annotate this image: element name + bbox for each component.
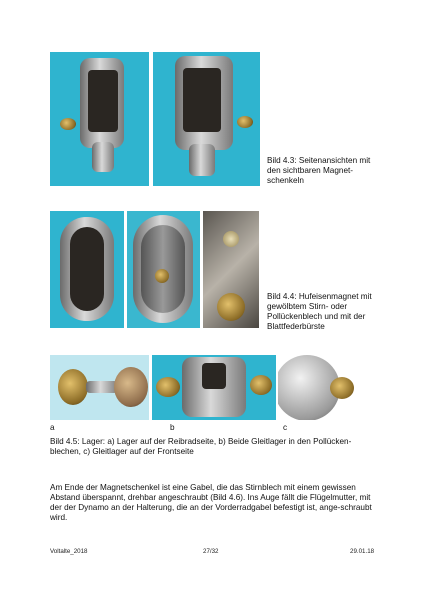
figure-4-5-label-b: b bbox=[170, 423, 175, 432]
photo-bearing-a bbox=[50, 355, 149, 420]
photo-bearing-b bbox=[152, 355, 276, 420]
footer-page-number: 27/32 bbox=[203, 548, 219, 555]
figure-4-4-caption: Bild 4.4: Hufeisenmagnet mit gewölbtem Stirn- oder Pollückenblech und mit der Blattfederbürste bbox=[267, 292, 372, 331]
body-paragraph: Am Ende der Magnetschenkel ist eine Gabel, die das Stirnblech mit einem gewissen Abstand überspannt, drehbar angeschraubt (Bild 4.6). Ins Auge fällt die Flügelmutter, mit der der Dynamo an der Halterung, die an der Vorderradgabel befestigt ist, ange-schraubt wird. bbox=[50, 483, 372, 522]
footer-left: Voltalte_2018 bbox=[50, 548, 88, 555]
photo-brush-closeup bbox=[203, 211, 259, 328]
photo-magnet-front bbox=[50, 211, 124, 328]
photo-magnet-inside bbox=[127, 211, 200, 328]
figure-4-5-label-c: c bbox=[283, 423, 288, 432]
footer-date: 29.01.18 bbox=[350, 548, 375, 555]
figure-4-5-caption: Bild 4.5: Lager: a) Lager auf der Reibradseite, b) Beide Gleitlager in den Pollücken-blechen, c) Gleitlager auf der Frontseite bbox=[50, 437, 352, 456]
photo-side-view-right bbox=[153, 52, 260, 186]
figure-4-5-label-a: a bbox=[50, 423, 55, 432]
photo-side-view-left bbox=[50, 52, 149, 186]
photo-bearing-c bbox=[278, 355, 360, 420]
figure-4-3-caption: Bild 4.3: Seitenansichten mit den sichtbaren Magnet-schenkeln bbox=[267, 156, 371, 185]
